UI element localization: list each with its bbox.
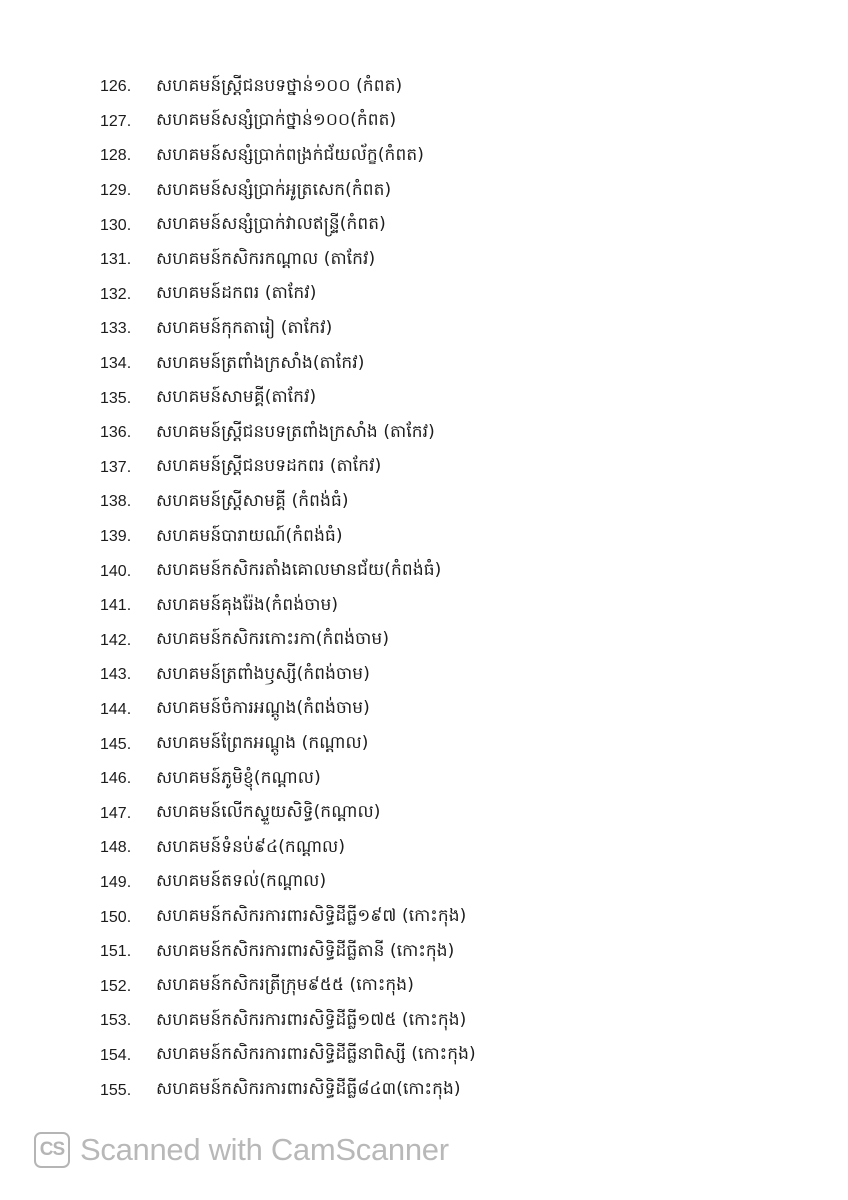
list-item: [100, 796, 800, 831]
list-item: [100, 1004, 800, 1039]
list-item-text: សហគមន៍កសិករការពារសិទ្ធិដីធ្លី១៧៥ (កោះកុង): [156, 1009, 467, 1030]
list-item-number: 150.: [100, 908, 132, 926]
list-item: [100, 347, 800, 382]
list-item: [100, 1073, 800, 1108]
list-item-text: សហគមន៍ទំនប់៩៤(កណ្តាល): [156, 836, 346, 857]
list-item: [100, 727, 800, 762]
list-item-number: 140.: [100, 562, 132, 580]
list-item-text: សហគមន៍សន្សំប្រាក់អូត្រសេក(កំពត): [156, 179, 392, 200]
list-item-text: សហគមន៍លើកស្ទួយសិទ្ធិ(កណ្តាល): [156, 802, 381, 823]
list-item: [100, 485, 800, 520]
list-item-number: 130.: [100, 216, 132, 234]
list-item: [100, 969, 800, 1004]
list-item: [100, 312, 800, 347]
list-item-number: 134.: [100, 355, 132, 373]
list-item: [100, 208, 800, 243]
list-item-text: សហគមន៍កសិករត្រីក្រុម៩៥៥ (កោះកុង): [156, 975, 414, 996]
list-item-text: សហគមន៍កសិករកណ្តាល (តាកែវ): [156, 248, 376, 269]
list-item: [100, 935, 800, 970]
list-item-number: 144.: [100, 700, 132, 718]
list-item-text: សហគមន៍កសិករការពារសិទ្ធិដីធ្លីនាពិស្សី (កោះកុង): [156, 1044, 476, 1065]
community-list: [100, 70, 800, 1108]
list-item-number: 141.: [100, 597, 132, 615]
list-item-number: 148.: [100, 839, 132, 857]
list-item-number: 128.: [100, 147, 132, 165]
list-item: [100, 243, 800, 278]
list-item-text: សហគមន៍ស្ត្រីជនបទដកពរ (តាកែវ): [156, 456, 382, 477]
list-item-number: 147.: [100, 804, 132, 822]
list-item-text: សហគមន៍កសិករការពារសិទ្ធិដីធ្លី៨៤៣(កោះកុង): [156, 1079, 461, 1100]
list-item-number: 133.: [100, 320, 132, 338]
list-item: [100, 381, 800, 416]
list-item: [100, 866, 800, 901]
list-item-text: សហគមន៍សន្សំប្រាក់វាលឥន្ទ្រី(កំពត): [156, 214, 386, 235]
list-item-number: 139.: [100, 528, 132, 546]
list-item-text: សហគមន៍កុកតារៀ (តាកែវ): [156, 317, 333, 338]
list-item-text: សហគមន៍សាមគ្គី(តាកែវ): [156, 387, 317, 408]
list-item-number: 149.: [100, 873, 132, 891]
list-item: [100, 139, 800, 174]
list-item-text: សហគមន៍កសិករកោះរកា(កំពង់ចាម): [156, 629, 390, 650]
list-item-number: 146.: [100, 770, 132, 788]
list-item: [100, 831, 800, 866]
list-item-text: សហគមន៍បារាយណ៍(កំពង់ធំ): [156, 525, 343, 546]
list-item-number: 126.: [100, 78, 132, 96]
list-item-number: 145.: [100, 735, 132, 753]
list-item: [100, 70, 800, 105]
watermark-text: Scanned with CamScanner: [80, 1132, 449, 1167]
list-item-number: 138.: [100, 493, 132, 511]
list-item: [100, 416, 800, 451]
list-item: [100, 693, 800, 728]
list-item-number: 155.: [100, 1081, 132, 1099]
list-item-text: សហគមន៍កសិករការពារសិទ្ធិដីធ្លីតានី (កោះកុង): [156, 940, 455, 961]
list-item: [100, 278, 800, 313]
list-item-text: សហគមន៍សន្សំប្រាក់ថ្នាន់១០០(កំពត): [156, 110, 397, 131]
list-item-text: សហគមន៍ត្រពាំងឫស្សី(កំពង់ចាម): [156, 663, 370, 684]
list-item-number: 154.: [100, 1046, 132, 1064]
camscanner-logo-icon: CS: [34, 1132, 70, 1168]
list-item-number: 131.: [100, 251, 132, 269]
list-item-text: សហគមន៍កសិករការពារសិទ្ធិដីធ្លី១៩៧ (កោះកុង): [156, 906, 467, 927]
list-item-number: 137.: [100, 458, 132, 476]
list-item-text: សហគមន៍ស្ត្រីជនបទត្រពាំងក្រសាំង (តាកែវ): [156, 421, 435, 442]
list-item: [100, 105, 800, 140]
list-item: [100, 451, 800, 486]
list-item-text: សហគមន៍ភូមិខ្ញុំ(កណ្តាល): [156, 767, 321, 788]
list-item-text: សហគមន៍ស្ត្រីជនបទថ្នាន់១០០ (កំពត): [156, 75, 403, 96]
list-item-number: 151.: [100, 943, 132, 961]
list-item: [100, 1039, 800, 1074]
list-item-number: 132.: [100, 285, 132, 303]
list-item: [100, 174, 800, 209]
list-item-text: សហគមន៍ត្រពាំងក្រសាំង(តាកែវ): [156, 352, 365, 373]
list-item: [100, 658, 800, 693]
list-item-number: 153.: [100, 1012, 132, 1030]
list-item-text: សហគមន៍សន្សំប្រាក់ពង្រក់ជ័យល័ក្ខ(កំពត): [156, 144, 424, 165]
list-item-text: សហគមន៍គុងរ៉ែង(កំពង់ចាម): [156, 594, 339, 615]
list-item-text: សហគមន៍ស្ត្រីសាមគ្គី (កំពង់ធំ): [156, 490, 349, 511]
list-item-number: 135.: [100, 389, 132, 407]
list-item: [100, 520, 800, 555]
list-item-text: សហគមន៍កសិករតាំងគោលមានជ័យ(កំពង់ធំ): [156, 560, 442, 581]
list-item-text: សហគមន៍តទល់(កណ្តាល): [156, 871, 327, 892]
list-item: [100, 554, 800, 589]
list-item-number: 142.: [100, 631, 132, 649]
list-item-number: 152.: [100, 977, 132, 995]
list-item: [100, 624, 800, 659]
list-item: [100, 589, 800, 624]
camscanner-watermark: [34, 1132, 449, 1168]
list-item-number: 127.: [100, 112, 132, 130]
list-item-number: 129.: [100, 182, 132, 200]
list-item-text: សហគមន៍ចំការអណ្តូង(កំពង់ចាម): [156, 698, 370, 719]
list-item: [100, 762, 800, 797]
list-item-text: សហគមន៍ដកពរ (តាកែវ): [156, 283, 317, 304]
list-item-number: 136.: [100, 424, 132, 442]
list-item: [100, 900, 800, 935]
list-item-text: សហគមន៍ព្រែកអណ្តូង (កណ្តាល): [156, 733, 369, 754]
list-item-number: 143.: [100, 666, 132, 684]
